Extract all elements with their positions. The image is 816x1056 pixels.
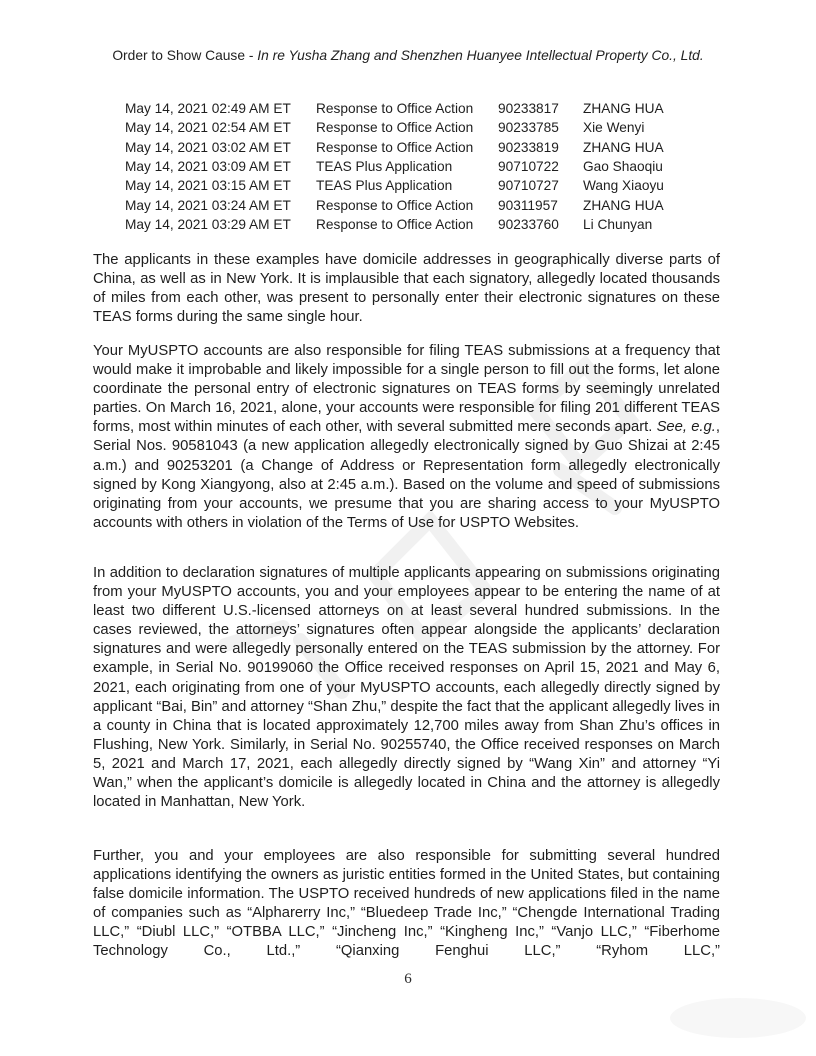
cell-serial-number: 90311957: [498, 197, 558, 213]
paragraph-text: Further, you and your employees are also responsible for submitting several hundred applications identifying the owners as juristic entities formed in the United States, but containing false domicile information. The USPTO received hundreds of new applications filed in the name of companies such as “Alpharerry Inc,” “Bluedeep Trade Inc,” “Chengde International Trading LLC,” “Diubl LLC,” “OTBBA LLC,” “Jincheng Inc,” “Kingheng Inc,” “Vanjo LLC,” “Fiberhome Technology Co., Ltd.,” “Qianxing Fenghui LLC,” “Ryhom LLC,”: [93, 848, 720, 960]
paragraph-1: [93, 251, 720, 327]
cell-signatory: Xie Wenyi: [583, 120, 645, 136]
paragraph-text: In addition to declaration signatures of multiple applicants appearing on submissions originating from your MyUSPTO accounts, you and your employees appear to be entering the name of at least two different U.S.-licensed attorneys on at least several hundred submissions. In the cases reviewed, the attorneys’ signatures often appear alongside the applicants’ declaration signatures and were allegedly personally entered on the TEAS submission by the attorney. For example, in Serial No. 90199060 the Office received responses on April 15, 2021 and May 6, 2021, each originating from one of your MyUSPTO accounts, each allegedly directly signed by applicant “Bai, Bin” and attorney “Shan Zhu,” despite the fact that the applicant allegedly lives in a county in China that is located approximately 12,700 miles away from Shan Zhu’s offices in Flushing, New York. Similarly, in Serial No. 90255740, the Office received responses on March 5, 2021 and March 17, 2021, each allegedly directly signed by “Wang Xin” and attorney “Yi Wan,” when the applicant’s domicile is allegedly located in China and the attorney is allegedly located in Manhattan, New York.: [93, 565, 720, 811]
paragraph-text: Your MyUSPTO accounts are also responsible for filing TEAS submissions at a frequency that would make it improbable and likely impossible for a single person to fill out the forms, let alone coordinate the personal entry of electronic signatures on TEAS forms by seemingly unrelated parties. On March 16, 2021, alone, your accounts were responsible for filing 201 different TEAS forms, most within minutes of each other, with several submitted mere seconds apart.: [93, 343, 720, 436]
citation-italic: See, e.g.: [656, 419, 716, 436]
cell-timestamp: May 14, 2021 03:24 AM ET: [125, 197, 291, 213]
cell-filing-type: Response to Office Action: [316, 101, 474, 117]
cell-filing-type: Response to Office Action: [316, 197, 474, 213]
cell-timestamp: May 14, 2021 03:29 AM ET: [125, 216, 291, 232]
cell-timestamp: May 14, 2021 03:15 AM ET: [125, 178, 291, 194]
cell-signatory: ZHANG HUA: [583, 139, 664, 155]
paragraph-3: [93, 564, 720, 812]
cell-filing-type: Response to Office Action: [316, 139, 474, 155]
cell-signatory: Li Chunyan: [583, 216, 653, 232]
cell-signatory: ZHANG HUA: [583, 101, 664, 117]
cell-serial-number: 90710727: [498, 178, 559, 194]
paragraph-text: , Serial Nos. 90581043 (a new application allegedly electronically signed by Guo Shizai at 2:45 a.m.) and 90253201 (a Change of Address or Representation form allegedly electronically signed by Kong Xiangyong, also at 2:45 a.m.). Based on the volume and speed of submissions originating from your accounts, we presume that you are sharing access to your MyUSPTO accounts with others in violation of the Terms of Use for USPTO Websites.: [93, 419, 720, 531]
cell-timestamp: May 14, 2021 02:54 AM ET: [125, 120, 291, 136]
paragraph-4: [93, 847, 720, 962]
cell-timestamp: May 14, 2021 03:09 AM ET: [125, 159, 291, 175]
cell-signatory: ZHANG HUA: [583, 197, 664, 213]
cell-serial-number: 90710722: [498, 159, 559, 175]
cell-serial-number: 90233760: [498, 216, 559, 232]
header-case-title: In re Yusha Zhang and Shenzhen Huanyee Intellectual Property Co., Ltd.: [257, 48, 704, 63]
cell-serial-number: 90233819: [498, 139, 559, 155]
cell-filing-type: TEAS Plus Application: [316, 178, 453, 194]
cell-signatory: Gao Shaoqiu: [583, 159, 663, 175]
cell-serial-number: 90233785: [498, 120, 559, 136]
cell-filing-type: TEAS Plus Application: [316, 159, 453, 175]
cell-serial-number: 90233817: [498, 101, 559, 117]
paragraph-2: [93, 342, 720, 533]
cell-filing-type: Response to Office Action: [316, 120, 474, 136]
body-paragraphs: [93, 0, 720, 1056]
header-prefix: Order to Show Cause -: [112, 48, 258, 63]
page-number: 6: [404, 971, 412, 987]
cell-signatory: Wang Xiaoyu: [583, 178, 664, 194]
paragraph-text: The applicants in these examples have domicile addresses in geographically diverse parts of China, as well as in New York. It is implausible that each signatory, allegedly located thousands of miles from each other, was present to personally enter their electronic signatures on these TEAS forms during the same single hour.: [93, 252, 720, 326]
cell-filing-type: Response to Office Action: [316, 216, 474, 232]
cell-timestamp: May 14, 2021 02:49 AM ET: [125, 101, 291, 117]
cell-timestamp: May 14, 2021 03:02 AM ET: [125, 139, 291, 155]
